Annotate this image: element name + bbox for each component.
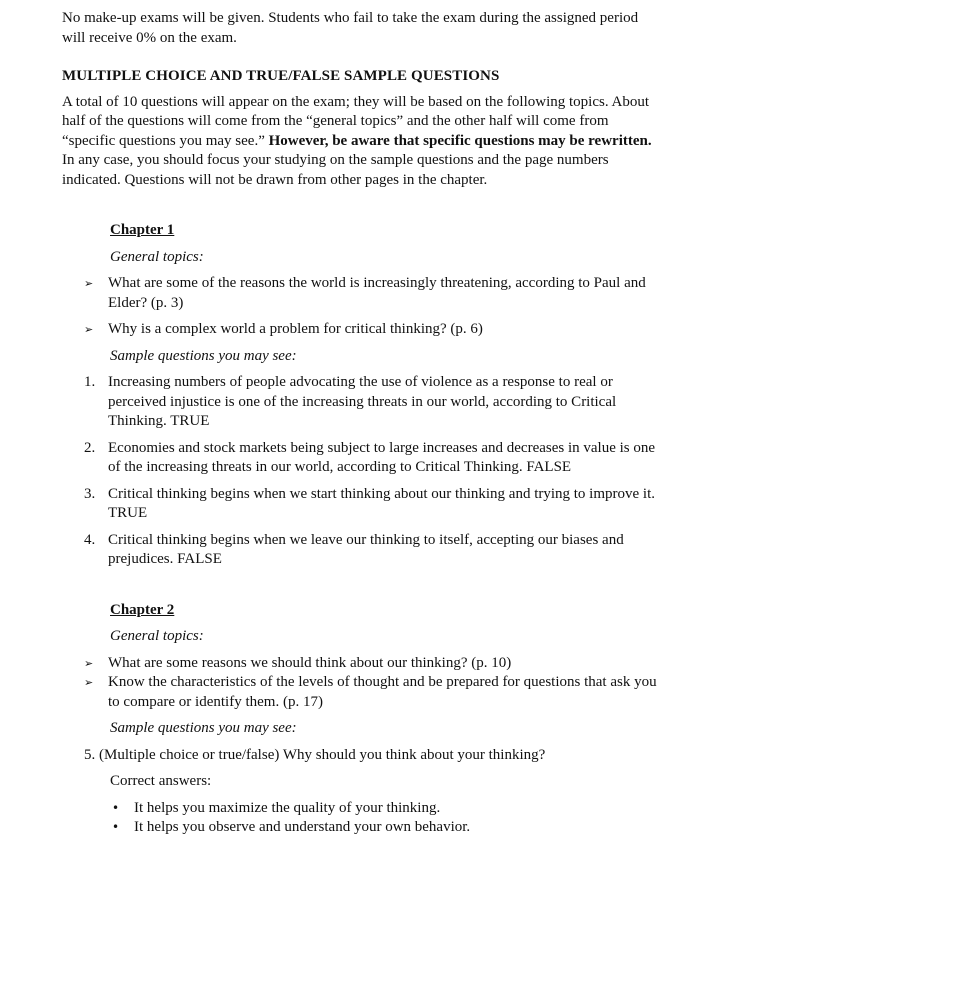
chapter-1-question-list <box>62 373 662 570</box>
topic-text: What are some of the reasons the world is increasingly threatening, according to Paul and Elder? (p. 3) <box>108 275 646 311</box>
question-text: Critical thinking begins when we leave our thinking to itself, accepting our biases and prejudices. FALSE <box>108 531 624 567</box>
question-number: 2. <box>84 439 96 456</box>
instructions-text-2: In any case, you should focus your studying on the sample questions and the page numbers indicated. Questions will not be drawn from other pages in the chapter. <box>62 152 609 188</box>
correct-answers-label: Correct answers: <box>110 773 212 789</box>
question-item <box>62 531 662 570</box>
question-number: 1. <box>84 374 96 390</box>
chapter-2-sample-questions-label: Sample questions you may see: <box>110 720 297 736</box>
question-5-text: 5. (Multiple choice or true/false) Why should you think about your thinking? <box>84 746 546 763</box>
arrow-bullet-icon: ➢ <box>84 323 94 336</box>
chapter-1-heading: Chapter 1 <box>110 222 175 238</box>
answer-text: It helps you observe and understand your own behavior. <box>134 819 471 835</box>
chapter-1-topic-item <box>62 274 662 313</box>
chapter-2-general-topics-label: General topics: <box>110 628 204 644</box>
topic-text: Know the characteristics of the levels of thought and be prepared for questions that ask you to compare or identify them. (p. 17) <box>108 674 657 710</box>
chapter-2-heading: Chapter 2 <box>110 601 175 618</box>
chapter-1-topic-item <box>62 320 662 340</box>
question-text: Increasing numbers of people advocating the use of violence as a response to real or perceived injustice is one of the increasing threats in our world, according to Critical Thinking. TRUE <box>108 374 617 429</box>
question-item <box>62 373 662 432</box>
chapter-1-sample-questions-label: Sample questions you may see: <box>110 347 297 364</box>
arrow-bullet-icon: ➢ <box>84 656 94 670</box>
instructions-text-1: A total of 10 questions will appear on the exam; they will be based on the following topics. About half of the questions will come from the “general topics” and the other half will come from “specific questions you may see.” <box>62 93 649 149</box>
bullet-icon: • <box>112 820 120 834</box>
question-item <box>62 485 662 524</box>
chapter-2-topic-item <box>62 654 662 674</box>
exam-policy-text: No make-up exams will be given. Students who fail to take the exam during the assigned period will receive 0% on the exam. <box>62 10 639 46</box>
answer-text: It helps you maximize the quality of your thinking. <box>134 799 441 816</box>
bullet-icon: • <box>112 800 120 815</box>
answer-item <box>62 818 662 838</box>
topic-text: Why is a complex world a problem for critical thinking? (p. 6) <box>108 321 483 337</box>
document-page <box>62 9 662 838</box>
instructions-bold-warning: However, be aware that specific questions may be rewritten. <box>268 132 652 149</box>
correct-answers-list <box>62 799 662 838</box>
section-heading: MULTIPLE CHOICE AND TRUE/FALSE SAMPLE QUESTIONS <box>62 68 500 84</box>
question-number: 3. <box>84 485 96 502</box>
chapter-1-topic-list <box>62 274 662 340</box>
question-number: 4. <box>84 531 96 548</box>
answer-item <box>62 799 662 819</box>
question-text: Economies and stock markets being subject to large increases and decreases in value is one of the increasing threats in our world, according to Critical Thinking. FALSE <box>108 439 656 475</box>
arrow-bullet-icon: ➢ <box>84 676 94 689</box>
question-item <box>62 439 662 478</box>
chapter-2-topic-list <box>62 654 662 713</box>
arrow-bullet-icon: ➢ <box>84 277 94 290</box>
topic-text: What are some reasons we should think about our thinking? (p. 10) <box>108 654 512 671</box>
question-text: Critical thinking begins when we start thinking about our thinking and trying to improve it. TRUE <box>108 485 656 521</box>
instructions-paragraph <box>62 93 662 191</box>
chapter-2-topic-item <box>62 673 662 712</box>
chapter-1-general-topics-label: General topics: <box>110 248 204 265</box>
